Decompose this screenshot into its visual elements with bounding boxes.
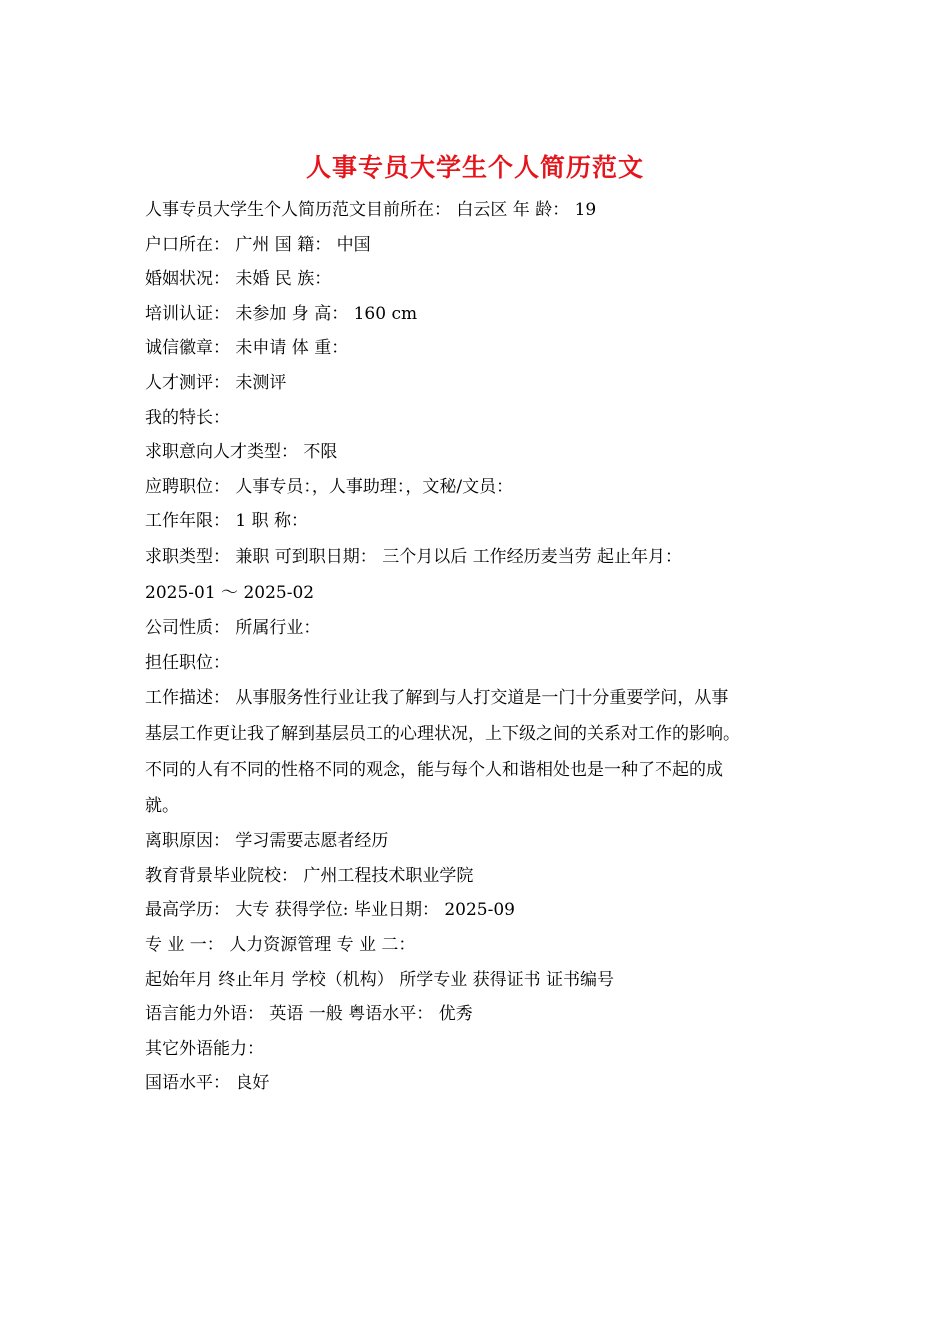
line-talent-type: 求职意向人才类型： 不限: [145, 442, 338, 463]
line-hukou-nationality: 户口所在： 广州 国 籍： 中国: [145, 234, 371, 255]
document-title: 人事专员大学生个人简历范文: [305, 153, 644, 182]
line-education-table-header: 起始年月 终止年月 学校（机构） 所学专业 获得证书 证书编号: [145, 969, 615, 990]
line-graduate-school: 教育背景毕业院校： 广州工程技术职业学院: [145, 865, 474, 886]
line-badge-weight: 诚信徽章： 未申请 体 重：: [145, 338, 349, 359]
line-applied-positions: 应聘职位： 人事专员：，人事助理：，文秘/文员：: [145, 476, 514, 497]
line-language-ability: 语言能力外语： 英语 一般 粤语水平： 优秀: [145, 1004, 473, 1025]
line-company-nature: 公司性质： 所属行业：: [145, 617, 321, 638]
line-period: 2025-01 ～ 2025-02: [145, 582, 315, 603]
line-training-height: 培训认证： 未参加 身 高： 160 cm: [145, 303, 418, 324]
line-talent-assessment: 人才测评： 未测评: [145, 372, 287, 393]
resume-body: [145, 193, 815, 1101]
line-leave-reason: 离职原因： 学习需要志愿者经历: [145, 831, 389, 852]
line-current-location-age: 人事专员大学生个人简历范文目前所在： 白云区 年 龄： 19: [145, 200, 597, 220]
line-specialty: 我的特长：: [145, 407, 230, 428]
line-major: 专 业 一： 人力资源管理 专 业 二：: [145, 934, 416, 955]
line-other-languages: 其它外语能力：: [145, 1038, 264, 1059]
line-work-years: 工作年限： 1 职 称：: [145, 511, 309, 532]
line-work-description-3: 不同的人有不同的性格不同的观念，能与每个人和谐相处也是一种了不起的成: [145, 760, 723, 781]
line-marital-ethnicity: 婚姻状况： 未婚 民 族：: [145, 269, 332, 290]
line-position-held: 担任职位：: [145, 652, 230, 673]
line-work-description-1: 工作描述： 从事服务性行业让我了解到与人打交道是一门十分重要学问，从事: [145, 688, 729, 709]
line-work-description-4: 就。: [145, 796, 179, 817]
line-education-degree: 最高学历： 大专 获得学位: 毕业日期： 2025-09: [145, 900, 515, 921]
line-mandarin-level: 国语水平： 良好: [145, 1073, 270, 1094]
line-work-description-2: 基层工作更让我了解到基层员工的心理状况，上下级之间的关系对工作的影响。: [145, 724, 740, 745]
line-job-type: 求职类型： 兼职 可到职日期： 三个月以后 工作经历麦当劳 起止年月：: [145, 546, 683, 567]
